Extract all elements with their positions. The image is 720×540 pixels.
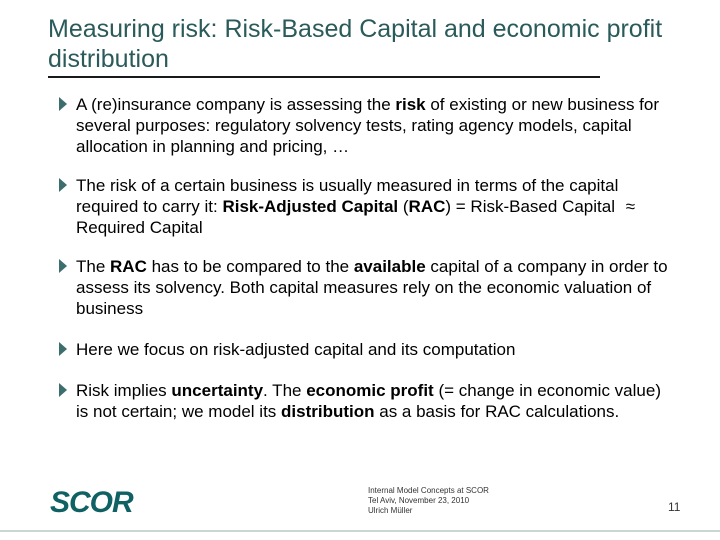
bullet-text-run: capital of a company in order to assess its solvency. Both capital measures rely on the economic valuation of business	[76, 257, 668, 318]
bullet-text-run: The	[76, 257, 111, 276]
page-number: 11	[668, 500, 681, 514]
bullet-text-run: . The	[263, 381, 307, 400]
slide-title: Measuring risk: Risk-Based Capital and economic profit distribution	[48, 15, 663, 73]
scor-logo: SCOR	[50, 486, 133, 519]
bullet-text-run: The risk of a certain business is usually measured in terms of the capital required to carry it:	[76, 176, 619, 216]
bullet-text-run: (= change in economic value) is not certain; we model its	[76, 381, 661, 421]
title-divider	[48, 76, 600, 78]
bullet-arrow-icon	[59, 97, 67, 111]
bullet-text	[76, 340, 515, 359]
bullet-text-run: ) = Risk-Based Capital	[445, 197, 620, 216]
bullet-item	[56, 94, 676, 157]
bullet-item	[56, 380, 676, 422]
bullet-text	[76, 257, 668, 318]
bullet-arrow-icon	[59, 383, 67, 397]
bullet-emphasis: available	[353, 257, 426, 276]
bullet-arrow-icon	[59, 259, 67, 273]
bullet-emphasis: Risk-Adjusted Capital	[222, 197, 399, 216]
bullet-text-run: (	[398, 197, 409, 216]
bullet-emphasis: risk	[395, 95, 426, 114]
bullet-list	[56, 94, 676, 422]
bullet-text-run: as a basis for RAC calculations.	[374, 402, 620, 421]
bullet-emphasis: RAC	[408, 197, 446, 216]
footer-info	[368, 486, 489, 516]
bullet-emphasis: distribution	[281, 402, 375, 421]
bullet-text	[76, 381, 661, 421]
bullet-emphasis: uncertainty	[171, 381, 264, 400]
footer-line-presentation: Internal Model Concepts at SCOR	[368, 486, 489, 495]
bullet-emphasis: economic profit	[306, 381, 434, 400]
footer-line-author: Ulrich Müller	[368, 506, 413, 515]
bullet-item	[56, 175, 676, 238]
footer-divider	[0, 530, 720, 532]
approx-symbol: ≈	[625, 197, 636, 216]
bullet-item	[56, 256, 676, 319]
bullet-text-run: Required Capital	[76, 218, 203, 237]
bullet-text-run: Here we focus on risk-adjusted capital and its computation	[76, 340, 516, 359]
bullet-arrow-icon	[59, 178, 67, 192]
bullet-text	[76, 95, 659, 156]
bullet-text-run: of existing or new business for several purposes: regulatory solvency tests, rating agency models, capital allocation in planning and pricing, …	[76, 95, 660, 156]
bullet-text-run: A (re)insurance company is assessing the	[76, 95, 396, 114]
bullet-text	[76, 176, 641, 237]
footer-line-date: Tel Aviv, November 23, 2010	[368, 496, 470, 505]
bullet-text-run: has to be compared to the	[146, 257, 354, 276]
bullet-emphasis: RAC	[110, 257, 147, 276]
bullet-arrow-icon	[59, 342, 67, 356]
bullet-text-run: Risk implies	[76, 381, 172, 400]
bullet-item	[56, 339, 676, 360]
